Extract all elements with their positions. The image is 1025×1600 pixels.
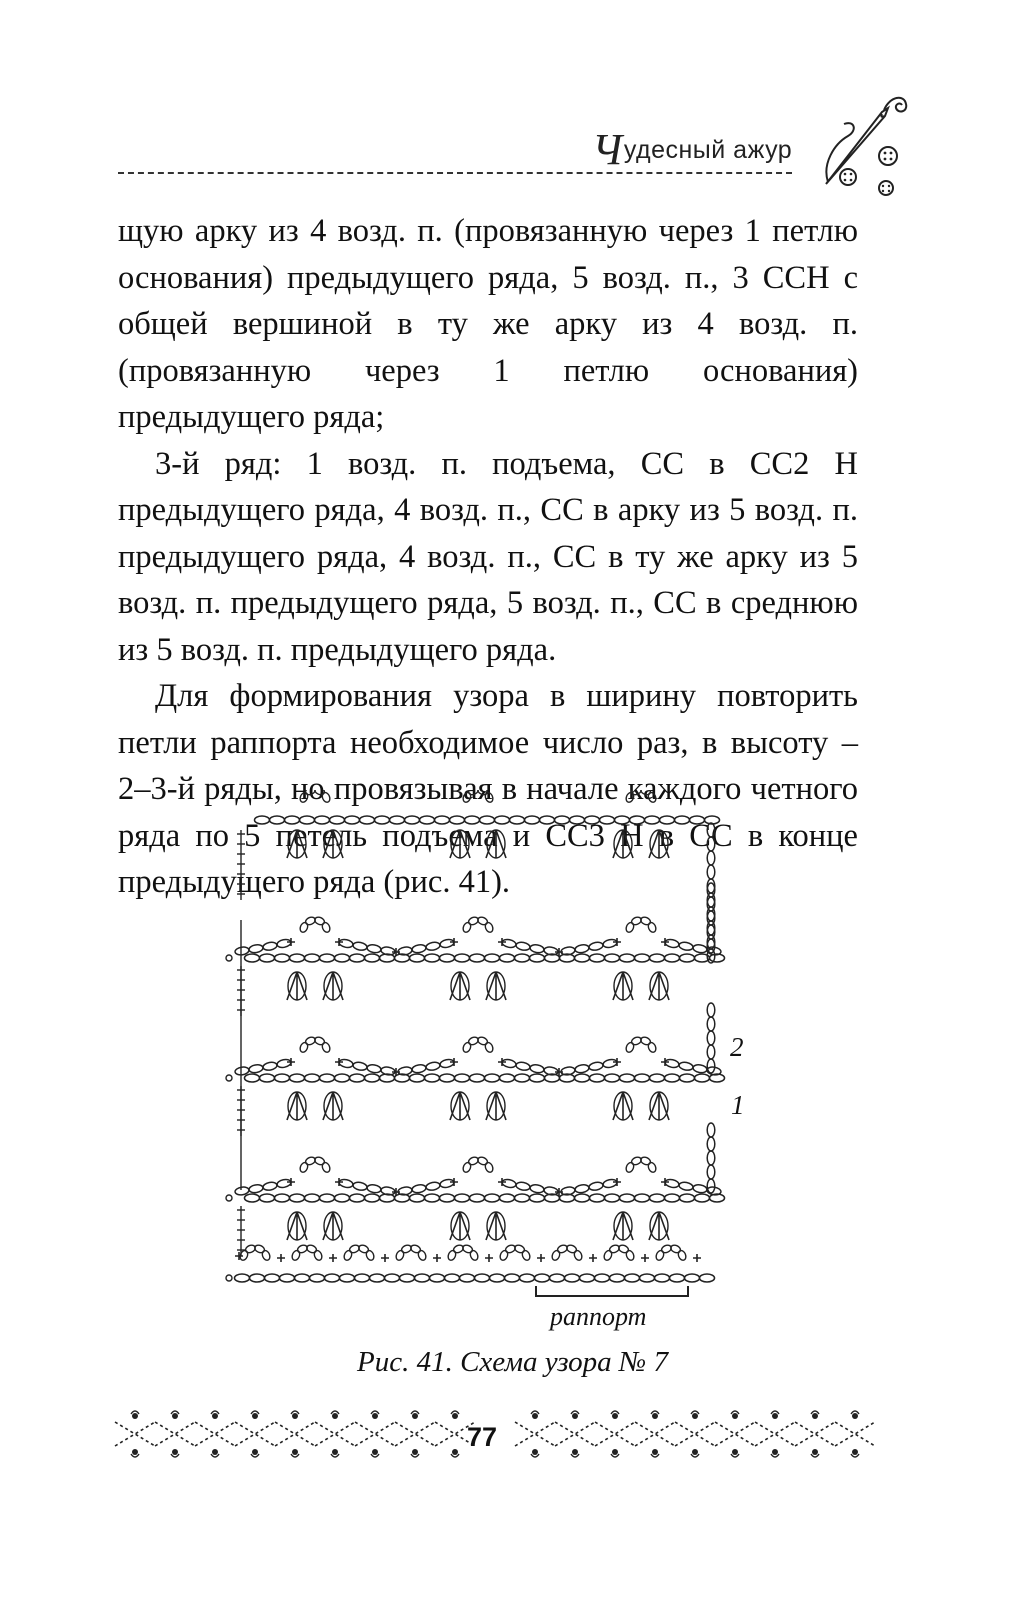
- row-label-2: 2: [730, 1032, 744, 1062]
- paragraph-pattern-instructions: Для формирования узора в ширину повторить петли раппорта необходимое число раз, в высоту – 2–3-й ряды, но провязывая в начале каждого четного ряда по 5 петель подъема и СС3 Н в СС в конце предыдущего ряда (рис. 41).: [118, 678, 858, 900]
- title-rest: удесный ажур: [623, 136, 793, 164]
- rapport-bracket: [530, 1282, 695, 1304]
- page-number: 77: [466, 1422, 498, 1452]
- crochet-lace-border-icon: [0, 1400, 1025, 1470]
- title-drop-cap: Ч: [592, 125, 623, 174]
- figure-caption: Рис. 41. Схема узора № 7: [357, 1346, 668, 1378]
- crochet-chart: [215, 790, 745, 1310]
- header-dashed-rule: [118, 172, 792, 174]
- needle-and-buttons-icon: [818, 92, 918, 202]
- rapport-label: раппорт: [550, 1302, 647, 1331]
- paragraph-row-3: 3-й ряд: 1 возд. п. подъема, СС в СС2 Н предыдущего ряда, 4 возд. п., СС в арку из 5 возд. п. предыдущего ряда, 4 возд. п., СС в ту же арку из 5 возд. п. предыдущего ряда, 5 возд. п., СС в среднюю из 5 возд. п. предыдущего ряда.: [118, 445, 858, 668]
- paragraph-continuation: щую арку из 4 возд. п. (провязанную через 1 петлю основания) предыдущего ряда, 5 возд. п., 3 ССН с общей вершиной в ту же арку из 4 возд. п. (провязанную через 1 петлю основания) предыдущего ряда;: [118, 213, 858, 435]
- running-header-title: [592, 118, 793, 174]
- running-header: [0, 0, 1025, 220]
- row-label-1: 1: [731, 1090, 745, 1120]
